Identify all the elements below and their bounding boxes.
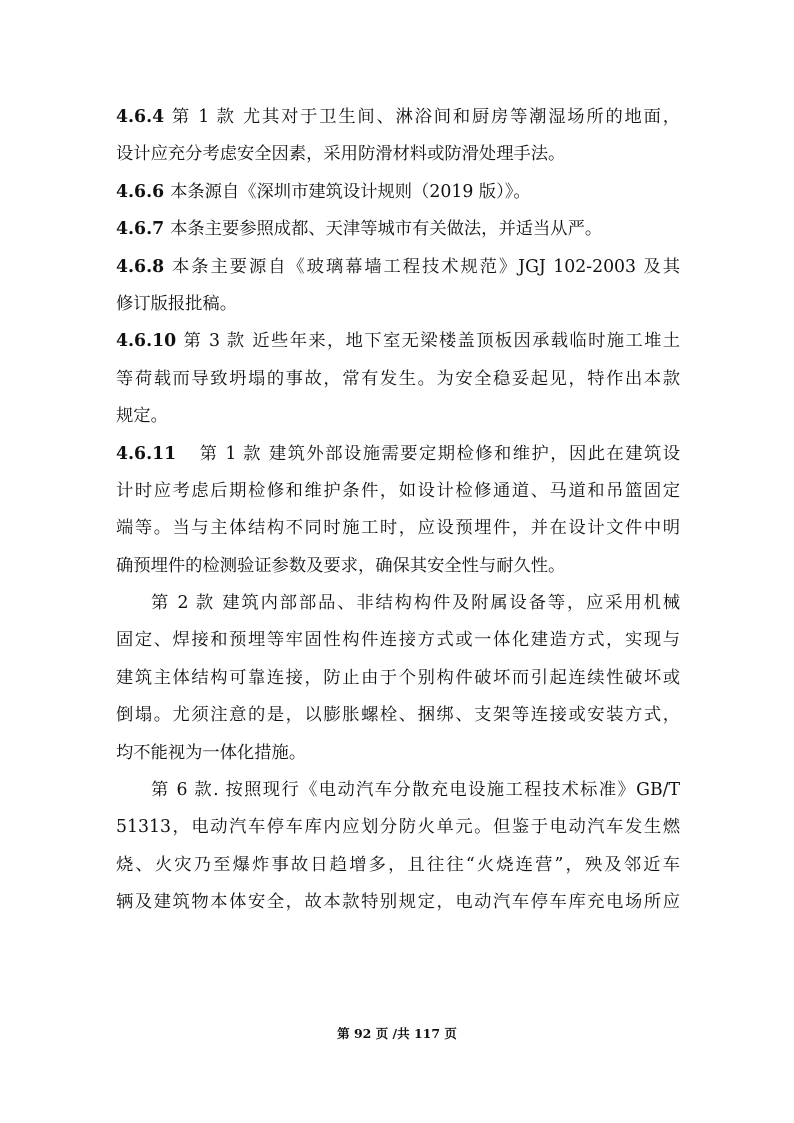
paragraph-4-6-7 bbox=[116, 211, 680, 248]
text-line: 固定、焊接和预埋等牢固性构件连接方式或一体化建造方式，实现与 bbox=[116, 630, 680, 651]
paragraph-4-6-4 bbox=[116, 99, 680, 174]
clause-number: 4.6.8 bbox=[116, 256, 165, 277]
text-line: 端等。当与主体结构不同时施工时，应设预埋件，并在设计文件中明 bbox=[116, 518, 680, 539]
text-line: 4.6.8 本条主要源自《玻璃幕墙工程技术规范》JGJ 102-2003 及其 bbox=[116, 256, 680, 277]
text-line: 等荷载而导致坍塌的事故，常有发生。为安全稳妥起见，特作出本款 bbox=[116, 368, 680, 389]
paragraph-4-6-8 bbox=[116, 249, 680, 324]
document-body bbox=[116, 99, 680, 922]
text-line: 倒塌。尤须注意的是，以膨胀螺栓、捆绑、支架等连接或安装方式， bbox=[116, 705, 680, 726]
paragraph-4-6-11 bbox=[116, 436, 680, 586]
text-line: 烧、火灾乃至爆炸事故日趋增多，且往往“火烧连营”，殃及邻近车 bbox=[116, 854, 680, 875]
text-line: 规定。 bbox=[116, 406, 168, 427]
clause-number: 4.6.10 bbox=[116, 331, 177, 352]
clause-number: 4.6.7 bbox=[116, 219, 165, 240]
clause-number: 4.6.4 bbox=[116, 107, 165, 127]
page-footer: 第 92 页 /共 117 页 bbox=[337, 1026, 457, 1041]
text-line: 4.6.6 本条源自《深圳市建筑设计规则（2019 版）》。 bbox=[116, 181, 531, 202]
text-line: 4.6.7 本条主要参照成都、天津等城市有关做法，并适当从严。 bbox=[116, 219, 603, 240]
text-line: 第 2 款 建筑内部部品、非结构构件及附属设备等，应采用机械 bbox=[151, 593, 680, 614]
clause-number: 4.6.6 bbox=[116, 181, 165, 202]
text-line: 设计应充分考虑安全因素，采用防滑材料或防滑处理手法。 bbox=[116, 144, 566, 165]
text-line: 4.6.10 第 3 款 近些年来，地下室无梁楼盖顶板因承载临时施工堆土 bbox=[116, 331, 680, 352]
text-line: 均不能视为一体化措施。 bbox=[116, 742, 307, 763]
text-line: 计时应考虑后期检修和维护条件，如设计检修通道、马道和吊篮固定 bbox=[116, 480, 680, 501]
text-line: 51313，电动汽车停车库内应划分防火单元。但鉴于电动汽车发生燃 bbox=[116, 817, 680, 838]
text-line: 4.6.4 第 1 款 尤其对于卫生间、淋浴间和厨房等潮湿场所的地面， bbox=[116, 107, 680, 127]
text-line: 4.6.11 第 1 款 建筑外部设施需要定期检修和维护，因此在建筑设 bbox=[116, 443, 680, 464]
paragraph-4-6-10 bbox=[116, 323, 680, 435]
paragraph-clause-2 bbox=[116, 585, 680, 772]
text-line: 第 6 款. 按照现行《电动汽车分散充电设施工程技术标准》GB/T bbox=[151, 780, 680, 801]
clause-number: 4.6.11 bbox=[116, 443, 177, 464]
text-line: 建筑主体结构可靠连接，防止由于个别构件破坏而引起连续性破坏或 bbox=[116, 667, 680, 688]
text-line: 修订版报批稿。 bbox=[116, 293, 237, 314]
paragraph-clause-6 bbox=[116, 772, 680, 922]
paragraph-4-6-6 bbox=[116, 174, 680, 211]
text-line: 确预埋件的检测验证参数及要求，确保其安全性与耐久性。 bbox=[116, 555, 566, 576]
text-line: 辆及建筑物本体安全，故本款特别规定，电动汽车停车库充电场所应 bbox=[116, 892, 680, 913]
